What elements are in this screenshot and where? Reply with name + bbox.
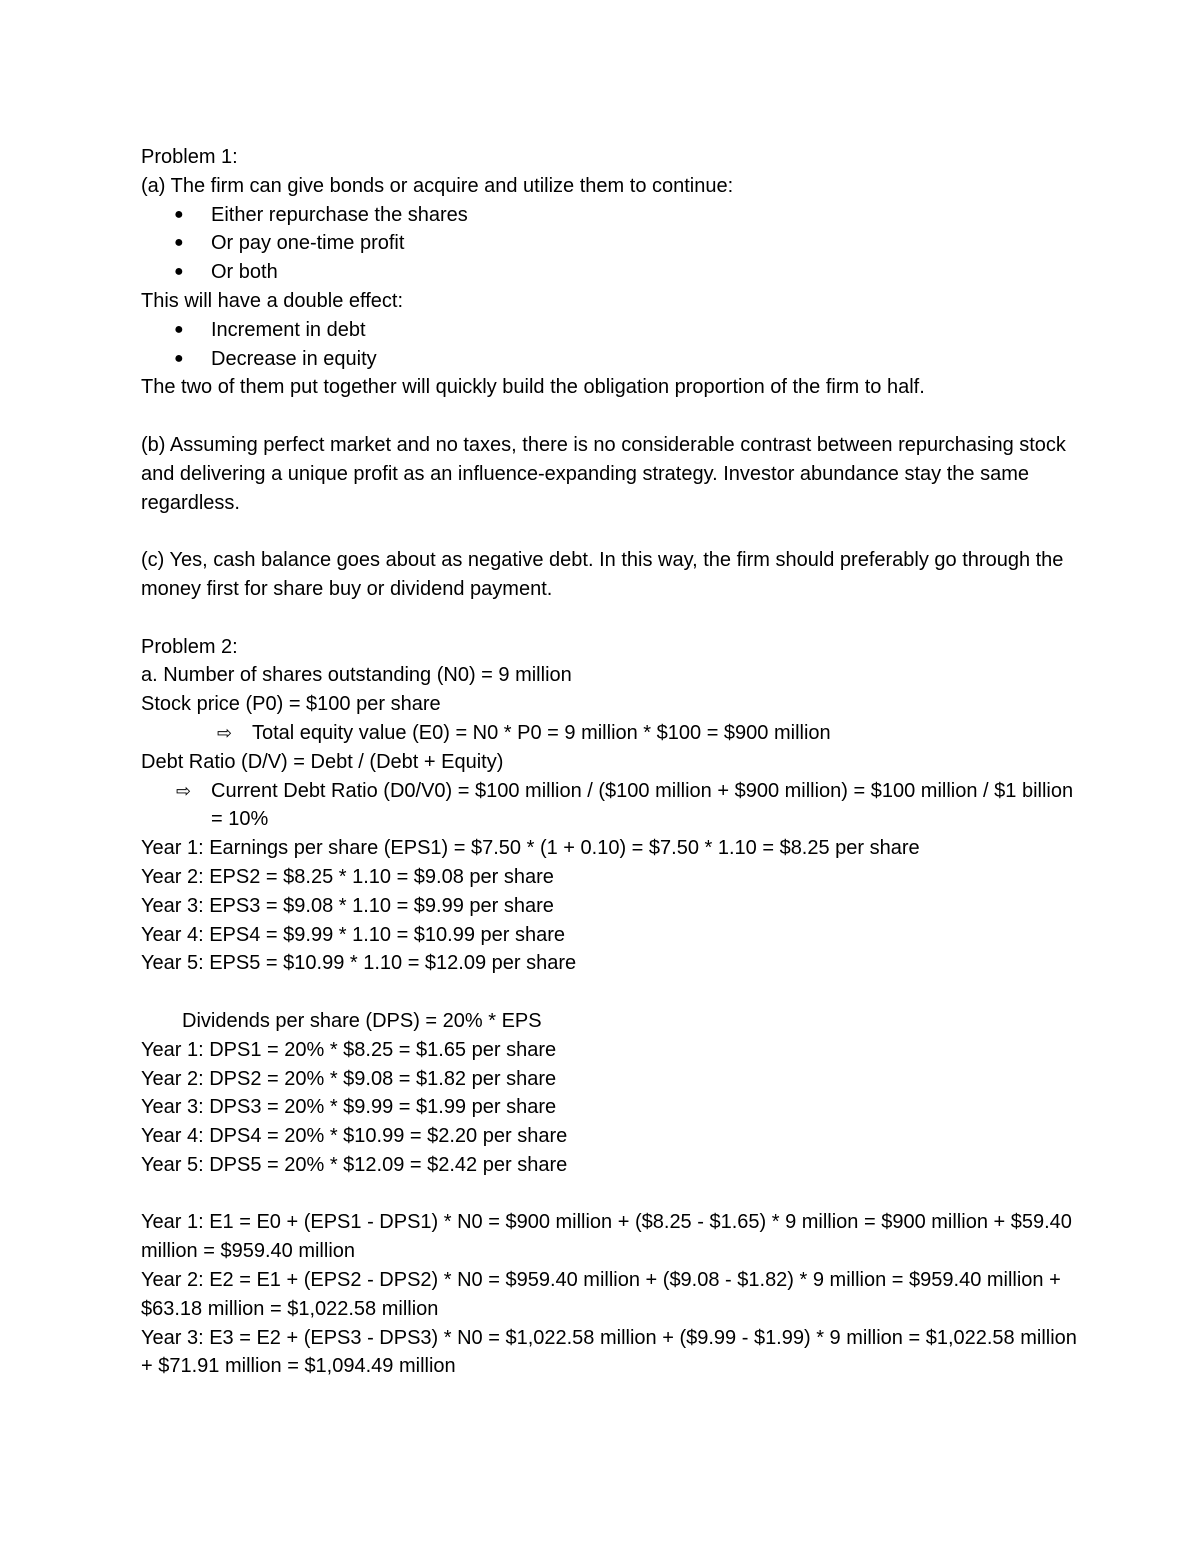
problem2-heading: Problem 2: — [141, 635, 238, 658]
list-item-text: Either repurchase the shares — [211, 203, 468, 226]
spacer — [141, 978, 1081, 1007]
list-item-text: Or both — [211, 261, 278, 284]
eps-line: Year 2: EPS2 = $8.25 * 1.10 = $9.08 per share — [141, 865, 554, 888]
list-item — [141, 345, 1081, 374]
list-item — [141, 201, 1081, 230]
current-debt-ratio-text: Current Debt Ratio (D0/V0) = $100 million / ($100 million + $900 million) = $100 million / $1 billion = 10% — [211, 779, 1074, 831]
spacer — [141, 402, 1081, 431]
dps-line: Year 2: DPS2 = 20% * $9.08 = $1.82 per share — [141, 1067, 557, 1090]
equity-line: Year 2: E2 = E1 + (EPS2 - DPS2) * N0 = $959.40 million + ($9.08 - $1.82) * 9 million = $959.40 million + $63.18 million = $1,022.58 million — [141, 1269, 1061, 1320]
bullet-icon: ● — [174, 320, 184, 338]
problem1-b-paragraph: (b) Assuming perfect market and no taxes, there is no considerable contrast between repurchasing stock and delivering a unique profit as an influence-expanding strategy. Investor abundance stay the same regardless. — [141, 433, 1066, 514]
spacer — [141, 1180, 1081, 1209]
current-debt-ratio-item — [141, 777, 1081, 835]
problem1-c-paragraph: (c) Yes, cash balance goes about as negative debt. In this way, the firm should preferably go through the money first for share buy or dividend payment. — [141, 549, 1064, 600]
effect-intro: This will have a double effect: — [141, 289, 404, 312]
problem1-conclusion: The two of them put together will quickly build the obligation proportion of the firm to half. — [141, 376, 925, 399]
problem1-a-intro: (a) The firm can give bonds or acquire and utilize them to continue: — [141, 174, 734, 197]
dps-line: Year 4: DPS4 = 20% * $10.99 = $2.20 per share — [141, 1125, 568, 1148]
eps-line: Year 1: Earnings per share (EPS1) = $7.50 * (1 + 0.10) = $7.50 * 1.10 = $8.25 per share — [141, 837, 920, 860]
equity-line: Year 3: E3 = E2 + (EPS3 - DPS3) * N0 = $1,022.58 million + ($9.99 - $1.99) * 9 million = $1,022.58 million + $71.91 million = $1,094.49 million — [141, 1326, 1077, 1378]
bullet-icon: ● — [174, 234, 184, 252]
spacer — [141, 517, 1081, 546]
equity-value-text: Total equity value (E0) = N0 * P0 = 9 million * $100 = $900 million — [252, 721, 831, 744]
list-item — [141, 258, 1081, 287]
equity-line: Year 1: E1 = E0 + (EPS1 - DPS1) * N0 = $900 million + ($8.25 - $1.65) * 9 million = $900 million + $59.40 million = $959.40 million — [141, 1211, 1072, 1263]
list-item — [141, 229, 1081, 258]
arrow-right-icon: ⇨ — [176, 780, 192, 801]
list-item-text: Or pay one-time profit — [211, 232, 405, 255]
spacer — [141, 604, 1081, 633]
eps-line: Year 5: EPS5 = $10.99 * 1.10 = $12.09 per share — [141, 952, 577, 975]
equity-value-item — [141, 719, 1081, 748]
eps-line: Year 4: EPS4 = $9.99 * 1.10 = $10.99 per share — [141, 923, 566, 946]
stock-price: Stock price (P0) = $100 per share — [141, 693, 441, 716]
dps-line: Year 3: DPS3 = 20% * $9.99 = $1.99 per share — [141, 1096, 557, 1119]
problem1-heading: Problem 1: — [141, 146, 238, 168]
dps-heading: Dividends per share (DPS) = 20% * EPS — [182, 1009, 542, 1032]
shares-outstanding: a. Number of shares outstanding (N0) = 9 million — [141, 664, 572, 687]
arrow-right-icon: ⇨ — [217, 722, 233, 743]
bullet-icon: ● — [174, 349, 184, 367]
dps-line: Year 1: DPS1 = 20% * $8.25 = $1.65 per share — [141, 1038, 557, 1061]
bullet-icon: ● — [174, 263, 184, 281]
eps-line: Year 3: EPS3 = $9.08 * 1.10 = $9.99 per share — [141, 894, 554, 917]
document-page — [141, 143, 1081, 1381]
bullet-icon: ● — [174, 205, 184, 223]
list-item-text: Increment in debt — [211, 318, 366, 341]
debt-ratio-definition: Debt Ratio (D/V) = Debt / (Debt + Equity) — [141, 750, 504, 773]
dps-line: Year 5: DPS5 = 20% * $12.09 = $2.42 per share — [141, 1153, 568, 1176]
list-item-text: Decrease in equity — [211, 347, 377, 370]
list-item — [141, 316, 1081, 345]
